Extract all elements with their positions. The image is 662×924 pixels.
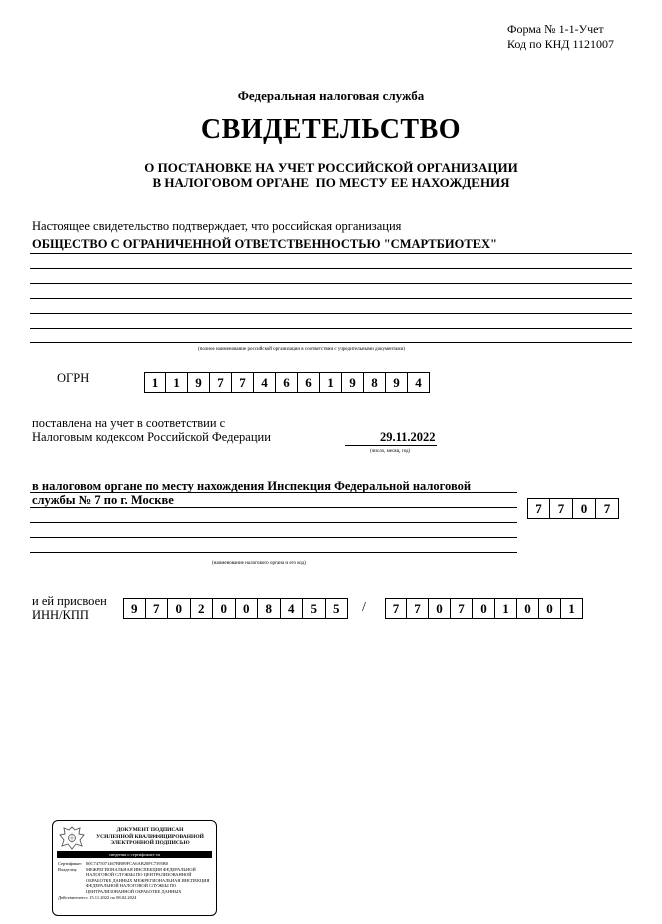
inn-digit-cell: 0 — [168, 598, 191, 619]
certificate-value: 00C7475071467BB89FCA6AB20FC7395B0 — [86, 861, 169, 866]
kpp-cells — [385, 598, 583, 619]
tax-line-3 — [30, 522, 517, 523]
org-line-4 — [30, 298, 632, 299]
organization-name: ОБЩЕСТВО С ОГРАНИЧЕННОЙ ОТВЕТСТВЕННОСТЬЮ "СМАРТБИОТЕХ" — [32, 237, 497, 251]
coat-of-arms-icon — [58, 825, 86, 851]
org-line-6 — [30, 328, 632, 329]
ogrn-cells — [144, 372, 430, 393]
validity-label: Действителен: — [58, 894, 86, 900]
tax-authority-code-cells — [527, 498, 619, 519]
subtitle-line-1: О ПОСТАНОВКЕ НА УЧЕТ РОССИЙСКОЙ ОРГАНИЗАЦИИ — [144, 160, 518, 175]
tax-line-2 — [30, 507, 517, 508]
form-header — [507, 22, 614, 52]
tax-authority-line-2: службы № 7 по г. Москве — [32, 493, 174, 507]
ogrn-digit-cell: 9 — [188, 372, 210, 393]
inn-label-line-2: ИНН/КПП — [32, 608, 89, 622]
ogrn-label: ОГРН — [57, 371, 90, 385]
tax-line-1 — [30, 492, 517, 493]
tax-code-digit-cell: 7 — [527, 498, 550, 519]
inn-cells — [123, 598, 348, 619]
stamp-owner-row — [58, 867, 214, 895]
inn-digit-cell: 0 — [236, 598, 259, 619]
ogrn-digit-cell: 1 — [144, 372, 166, 393]
inn-digit-cell: 9 — [123, 598, 146, 619]
org-line-1 — [30, 253, 632, 254]
stamp-title-line-1: ДОКУМЕНТ ПОДПИСАН — [116, 827, 184, 833]
tax-line-5 — [30, 552, 517, 553]
ogrn-digit-cell: 6 — [276, 372, 298, 393]
date-line — [345, 445, 437, 446]
kpp-digit-cell: 1 — [495, 598, 517, 619]
kpp-digit-cell: 0 — [539, 598, 561, 619]
stamp-certificate-bar: сведения о сертификате эп — [57, 851, 212, 858]
ogrn-digit-cell: 6 — [298, 372, 320, 393]
ogrn-digit-cell: 9 — [342, 372, 364, 393]
knd-code: Код по КНД 1121007 — [507, 37, 614, 51]
document-title: СВИДЕТЕЛЬСТВО — [200, 114, 462, 145]
stamp-title-line-3: ЭЛЕКТРОННОЙ ПОДПИСЬЮ — [110, 840, 190, 846]
ogrn-digit-cell: 8 — [364, 372, 386, 393]
registration-date: 29.11.2022 — [380, 430, 436, 444]
tax-authority-line-1: в налоговом органе по месту нахождения Инспекция Федеральной налоговой — [32, 479, 472, 493]
ogrn-digit-cell: 4 — [254, 372, 276, 393]
inn-kpp-separator: / — [362, 600, 366, 615]
inn-digit-cell: 4 — [281, 598, 304, 619]
ogrn-digit-cell: 4 — [408, 372, 430, 393]
kpp-digit-cell: 0 — [429, 598, 451, 619]
signature-stamp — [52, 820, 217, 916]
kpp-digit-cell: 7 — [385, 598, 407, 619]
kpp-digit-cell: 0 — [517, 598, 539, 619]
registration-line-1: поставлена на учет в соответствии с — [32, 416, 226, 430]
inn-digit-cell: 0 — [213, 598, 236, 619]
org-line-3 — [30, 283, 632, 284]
inn-digit-cell: 8 — [258, 598, 281, 619]
ogrn-digit-cell: 7 — [232, 372, 254, 393]
ogrn-digit-cell: 9 — [386, 372, 408, 393]
tax-code-digit-cell: 7 — [596, 498, 619, 519]
kpp-digit-cell: 1 — [561, 598, 583, 619]
org-line-5 — [30, 313, 632, 314]
validity-value: с 15.11.2022 по 08.02.2024 — [86, 894, 137, 900]
tax-code-digit-cell: 0 — [573, 498, 596, 519]
kpp-digit-cell: 7 — [451, 598, 473, 619]
org-line-2 — [30, 268, 632, 269]
authority-name: Федеральная налоговая служба — [237, 88, 425, 103]
tax-line-4 — [30, 537, 517, 538]
inn-digit-cell: 7 — [146, 598, 169, 619]
stamp-title — [88, 827, 212, 847]
inn-digit-cell: 2 — [191, 598, 214, 619]
registration-line-2: Налоговым кодексом Российской Федерации — [32, 430, 271, 444]
kpp-digit-cell: 0 — [473, 598, 495, 619]
stamp-details — [58, 861, 214, 900]
stamp-title-line-2: УСИЛЕННОЙ КВАЛИФИЦИРОВАННОЙ — [96, 833, 204, 840]
owner-value: МЕЖРЕГИОНАЛЬНАЯ ИНСПЕКЦИЯ ФЕДЕРАЛЬНОЙ НАЛОГОВОЙ СЛУЖБЫ ПО ЦЕНТРАЛИЗОВАННОЙ ОБРАБОТКЕ ДАННЫХ МЕЖРЕГИОНАЛЬНАЯ ИНСПЕКЦИЯ ФЕДЕРАЛЬНОЙ НАЛОГОВОЙ СЛУЖБЫ ПО ЦЕНТРАЛИЗОВАННОЙ ОБРАБОТКЕ ДАННЫХ — [86, 866, 210, 894]
form-number: Форма № 1-1-Учет — [507, 22, 604, 36]
intro-text: Настоящее свидетельство подтверждает, что российская организация — [32, 219, 402, 233]
ogrn-digit-cell: 1 — [320, 372, 342, 393]
inn-label-line-1: и ей присвоен — [32, 594, 107, 608]
inn-digit-cell: 5 — [303, 598, 326, 619]
subtitle-line-2: В НАЛОГОВОМ ОРГАНЕ ПО МЕСТУ ЕЕ НАХОЖДЕНИЯ — [152, 175, 510, 190]
document-subtitle — [0, 160, 662, 190]
owner-label: Владелец: — [58, 866, 78, 872]
ogrn-digit-cell: 1 — [166, 372, 188, 393]
certificate-label: Сертификат: — [58, 861, 83, 866]
organization-caption: (полное наименование российской организации в соответствии с учредительными документами) — [198, 347, 405, 352]
stamp-validity-row — [58, 895, 214, 901]
inn-digit-cell: 5 — [326, 598, 349, 619]
date-caption: (число, месяц, год) — [370, 449, 411, 454]
ogrn-digit-cell: 7 — [210, 372, 232, 393]
org-line-7 — [30, 342, 632, 343]
kpp-digit-cell: 7 — [407, 598, 429, 619]
tax-code-digit-cell: 7 — [550, 498, 573, 519]
tax-authority-caption: (наименование налогового органа и его код) — [212, 561, 306, 566]
